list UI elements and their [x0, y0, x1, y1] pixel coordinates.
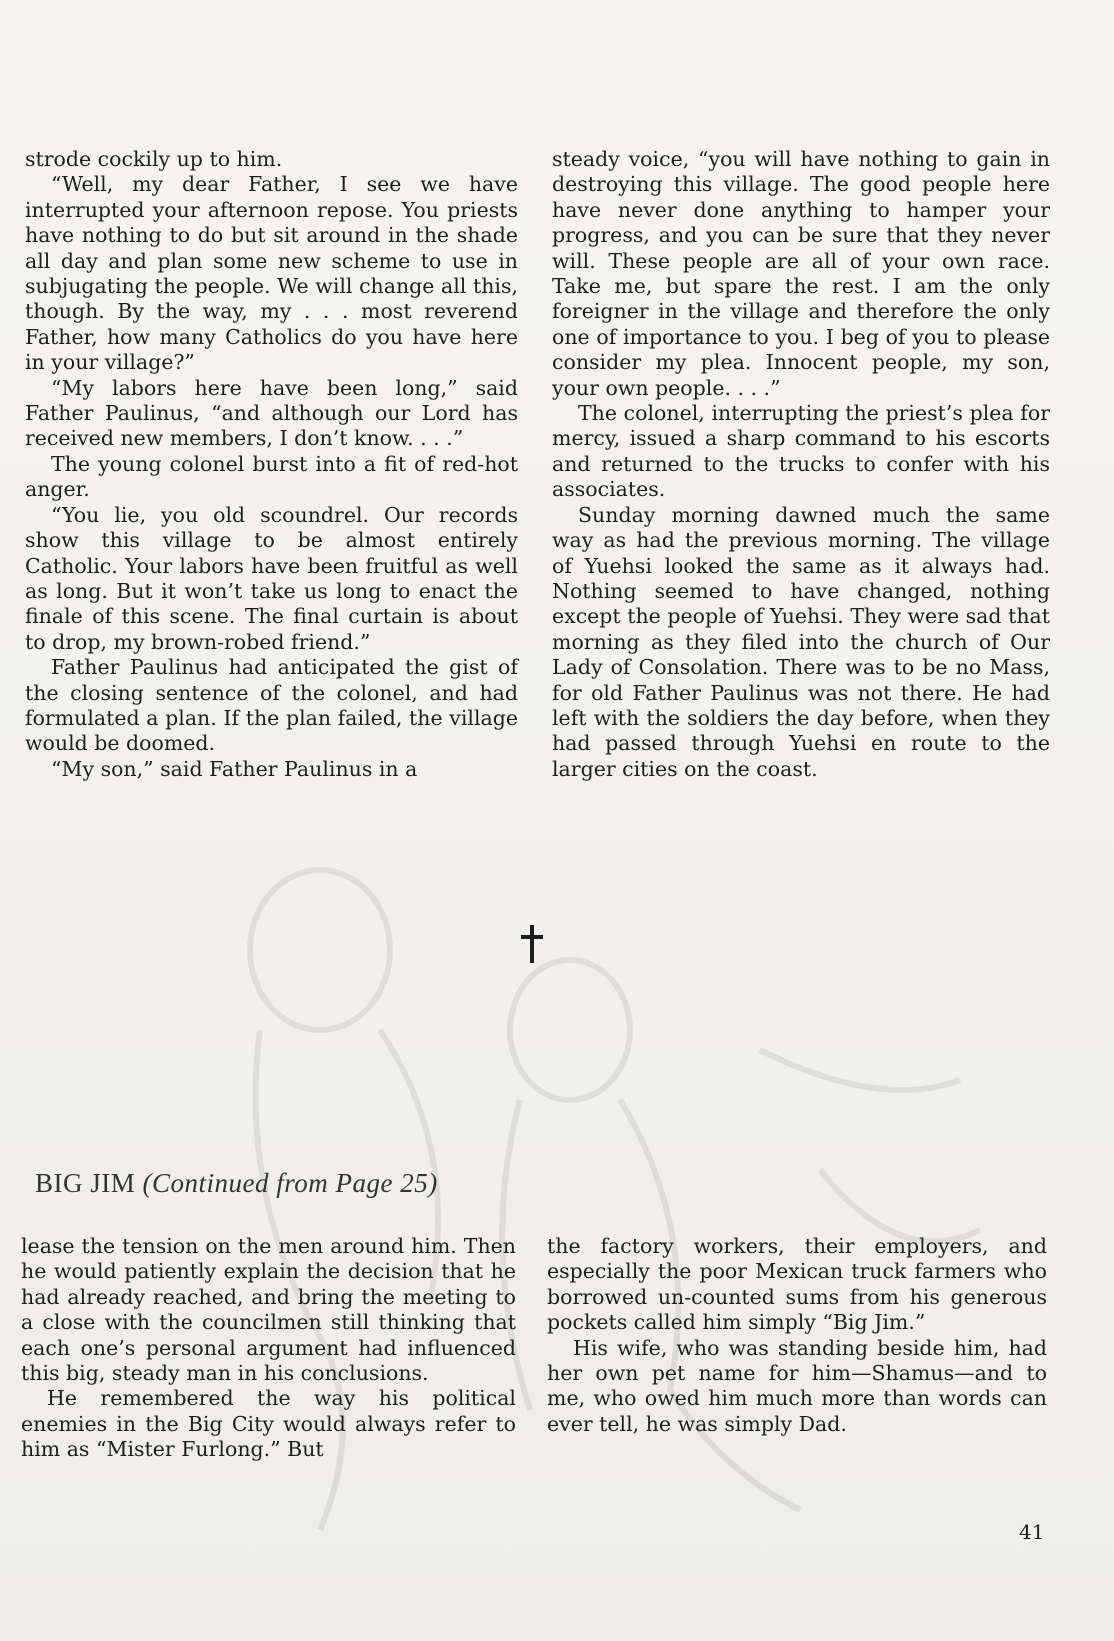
continued-story-left-column	[21, 1234, 516, 1463]
paragraph: “Well, my dear Father, I see we have interrupted your afternoon repose. You priests have nothing to do but sit around in the shade all day and plan some new scheme to use in subjugating the people. We will change all this, though. By the way, my . . . most reverend Father, how many Catholics do you have here in your village?”	[25, 172, 518, 375]
paragraph: “You lie, you old scoundrel. Our records show this village to be almost entirely Catholic. Your labors have been fruitful as well as long. But it won’t take us long to enact the finale of this scene. The final curtain is about to drop, my brown-robed friend.”	[25, 502, 518, 654]
paragraph: The young colonel burst into a fit of red-hot anger.	[25, 451, 518, 502]
paragraph: He remembered the way his political enemies in the Big City would always refer to him as “Mister Furlong.” But	[21, 1386, 516, 1462]
paragraph: strode cockily up to him.	[25, 147, 283, 171]
paragraph: “My labors here have been long,” said Father Paulinus, “and although our Lord has received new members, I don’t know. . . .”	[25, 375, 518, 451]
continued-from-note: (Continued from Page 25)	[142, 1168, 438, 1198]
paragraph: “My son,” said Father Paulinus in a	[51, 756, 418, 781]
cross-icon	[519, 925, 545, 963]
paragraph: steady voice, “you will have nothing to gain in destroying this village. The good people here have never done anything to hamper your progress, and you can be sure that they never will. These people are all of your own race. Take me, but spare the rest. I am the only foreigner in the village and therefore the only one of importance to you. I beg of you to please consider my plea. Innocent people, my son, your own people. . . .”	[552, 147, 1050, 400]
continued-title: BIG JIM	[35, 1168, 136, 1198]
continued-story-right-column	[547, 1234, 1047, 1437]
story-right-column	[552, 147, 1050, 782]
paragraph: The colonel, interrupting the priest’s plea for mercy, issued a sharp command to his escorts and returned to the trucks to confer with his associates.	[552, 401, 1050, 502]
page-number: 41	[1019, 1520, 1045, 1544]
paragraph: His wife, who was standing beside him, had her own pet name for him—Shamus—and to me, who owed him much more than words can ever tell, he was simply Dad.	[547, 1335, 1047, 1436]
paragraph: Father Paulinus had anticipated the gist of the closing sentence of the colonel, and had formulated a plan. If the plan failed, the village would be doomed.	[25, 655, 518, 756]
paragraph: Sunday morning dawned much the same way as had the previous morning. The village of Yuehsi looked the same as it always had. Nothing seemed to have changed, nothing except the people of Yuehsi. They were sad that morning as they filed into the church of Our Lady of Consolation. There was to be no Mass, for old Father Paulinus was not there. He had left with the soldiers the day before, when they had passed through Yuehsi en route to the larger cities on the coast.	[552, 502, 1050, 781]
paragraph: the factory workers, their employers, and especially the poor Mexican truck farmers who borrowed un-counted sums from his generous pockets called him simply “Big Jim.”	[547, 1234, 1047, 1335]
continued-heading	[35, 1168, 438, 1199]
story-left-column	[25, 147, 518, 782]
paragraph: lease the tension on the men around him. Then he would patiently explain the decision that he had already reached, and bring the meeting to a close with the councilmen still thinking that each one’s personal argument had influenced this big, steady man in his conclusions.	[21, 1234, 516, 1386]
